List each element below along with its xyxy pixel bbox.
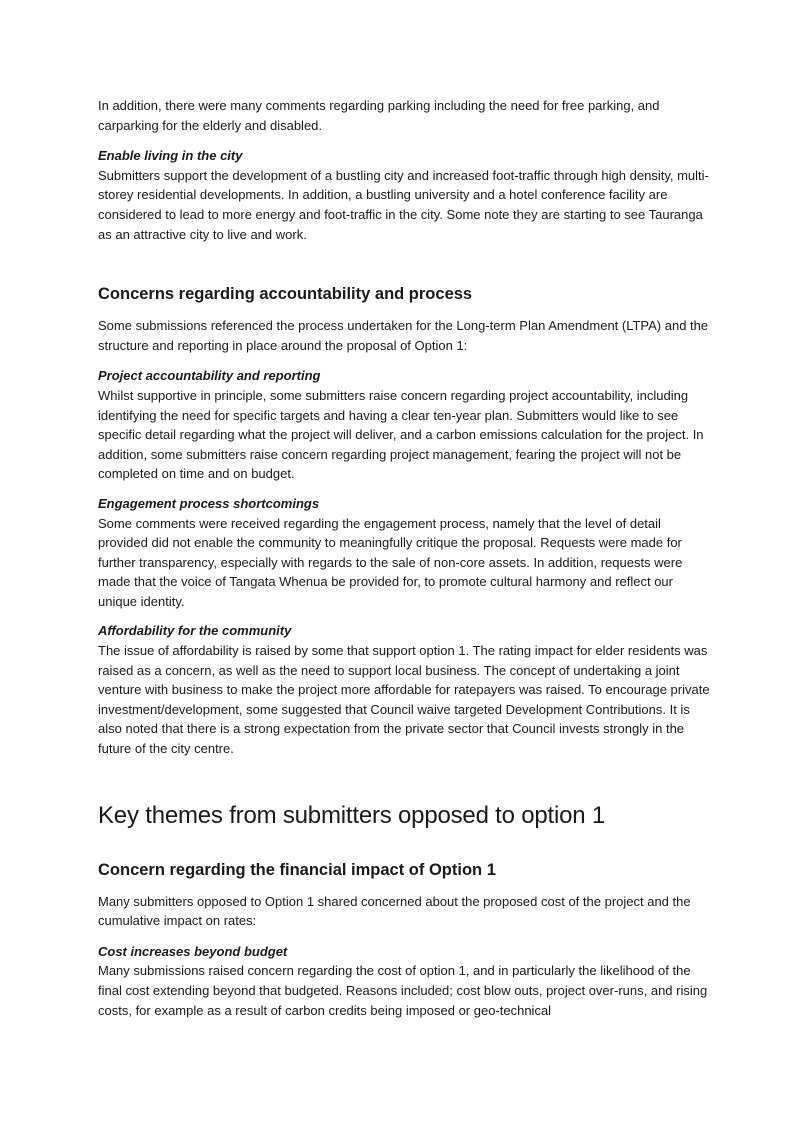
- project-accountability-heading: Project accountability and reporting: [98, 368, 321, 384]
- enable-living-paragraph: Submitters support the development of a bustling city and increased foot-traffic through high density, multi-storey residential developments. In addition, a bustling university and a hotel conference facility are considered to lead to more energy and foot-traffic in the city. Some note they are starting to see Tauranga as an attractive city to live and work.: [98, 167, 709, 242]
- financial-impact-heading: Concern regarding the financial impact of Option 1: [98, 860, 496, 879]
- engagement-process-paragraph: Some comments were received regarding the engagement process, namely that the level of detail provided did not enable the community to meaningfully critique the proposal. Requests were made for further transparency, especially with regards to the sale of non-core assets. In addition, requests were made that the voice of Tangata Whenua be provided for, to promote cultural harmony and reflect our unique identity.: [98, 515, 683, 609]
- accountability-heading: Concerns regarding accountability and process: [98, 285, 473, 304]
- engagement-process-heading: Engagement process shortcomings: [98, 495, 320, 511]
- enable-living-heading: Enable living in the city: [98, 148, 243, 164]
- financial-impact-intro: Many submitters opposed to Option 1 shared concerned about the proposed cost of the project and the cumulative impact on rates:: [98, 893, 691, 929]
- accountability-intro: Some submissions referenced the process undertaken for the Long-term Plan Amendment (LTPA) and the structure and reporting in place around the proposal of Option 1:: [98, 318, 709, 353]
- document-page: [98, 96, 714, 1020]
- affordability-paragraph: The issue of affordability is raised by some that support option 1. The rating impact for elder residents was raised as a concern, as well as the need to support local business. The concept of undertaking a joint venture with business to make the project more affordable for ratepayers was raised. To encourage private investment/development, some suggested that Council waive targeted Development Contributions. It is also noted that there is a strong expectation from the private sector that Council invests strongly in the future of the city centre.: [98, 643, 710, 757]
- opposed-section-title: Key themes from submitters opposed to option 1: [98, 801, 606, 829]
- parking-paragraph: In addition, there were many comments regarding parking including the need for free parking, and carparking for the elderly and disabled.: [98, 98, 660, 133]
- cost-increases-heading: Cost increases beyond budget: [98, 943, 288, 959]
- affordability-heading: Affordability for the community: [98, 623, 292, 639]
- project-accountability-paragraph: Whilst supportive in principle, some submitters raise concern regarding project accountability, including identifying the need for specific targets and having a clear ten-year plan. Submitters would like to see specific detail regarding what the project will deliver, and a carbon emissions calculation for the project. In addition, some submitters raise concern regarding project management, fearing the project will not be completed on time and on budget.: [98, 387, 704, 482]
- cost-increases-paragraph: Many submissions raised concern regarding the cost of option 1, and in particularly the likelihood of the final cost extending beyond that budgeted. Reasons included; cost blow outs, project over-runs, and rising costs, for example as a result of carbon credits being imposed or geo-technical: [98, 963, 708, 1018]
